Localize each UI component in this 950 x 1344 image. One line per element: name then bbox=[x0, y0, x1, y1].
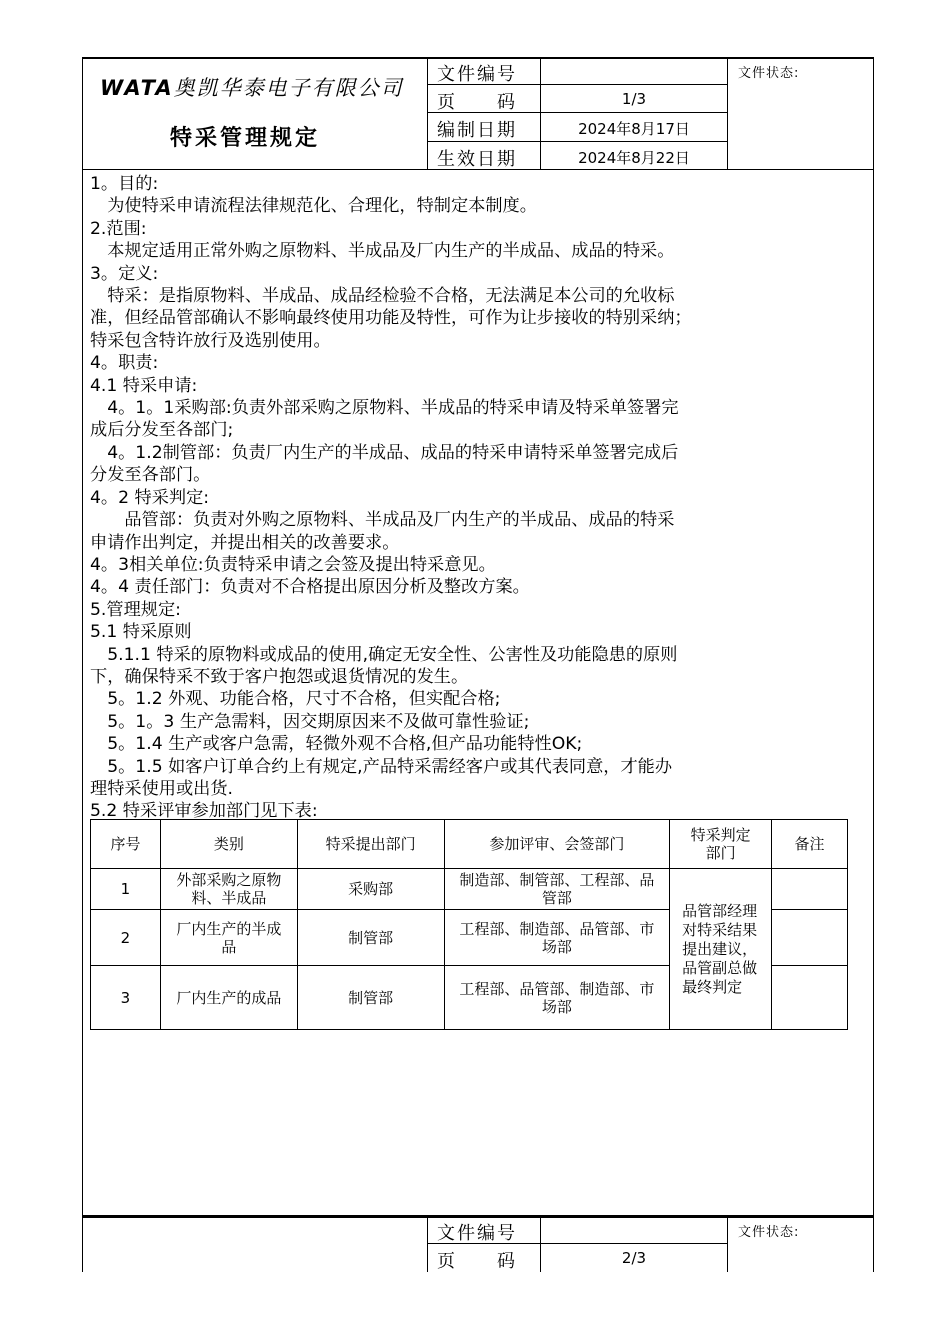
row-remark bbox=[772, 869, 848, 910]
header-divider bbox=[427, 57, 428, 170]
body-line: 分发至各部门。 bbox=[90, 465, 211, 486]
body-line: 5.2 特采评审参加部门见下表: bbox=[90, 801, 318, 822]
table-header-row bbox=[91, 820, 848, 869]
table-header: 备注 bbox=[772, 820, 848, 869]
body-line: 品管部：负责对外购之原物料、半成品及厂内生产的半成品、成品的特采 bbox=[90, 510, 675, 531]
body-line: 4。1.2制管部：负责厂内生产的半成品、成品的特采申请特采单签署完成后 bbox=[90, 442, 679, 463]
page-label: 页 码 bbox=[437, 92, 517, 113]
effective-date-value: 2024年8月22日 bbox=[578, 149, 690, 167]
row-reviewers: 制造部、制管部、工程部、品管部 bbox=[444, 869, 670, 910]
row-category: 外部采购之原物料、半成品 bbox=[160, 869, 297, 910]
row-category: 厂内生产的成品 bbox=[160, 966, 297, 1030]
row-no: 2 bbox=[91, 910, 161, 966]
row-category: 厂内生产的半成品 bbox=[160, 910, 297, 966]
company-cn: 奥凯华泰电子有限公司 bbox=[173, 76, 404, 100]
footer-page-label: 页 码 bbox=[437, 1251, 517, 1272]
review-table bbox=[90, 819, 848, 1030]
footer-page-value: 2/3 bbox=[621, 1249, 647, 1267]
body-line: 4。职责: bbox=[90, 353, 159, 374]
body-line: 1。目的: bbox=[90, 174, 159, 194]
body-line: 5。1。3 生产急需料，因交期原因来不及做可靠性验证; bbox=[90, 711, 530, 732]
header-divider bbox=[540, 57, 541, 170]
body-line: 准，但经品管部确认不影响最终使用功能及特性，可作为让步接收的特别采纳； bbox=[90, 308, 692, 329]
company-prefix: WATA bbox=[100, 76, 174, 100]
header-divider bbox=[727, 57, 728, 170]
footer-top-border bbox=[82, 1215, 874, 1218]
table-row bbox=[91, 869, 848, 910]
footer-file-no-label: 文件编号 bbox=[437, 1223, 517, 1244]
footer-divider bbox=[540, 1217, 541, 1272]
table-header: 特采判定部门 bbox=[670, 820, 772, 869]
compile-date-label: 编制日期 bbox=[437, 120, 517, 141]
row-reviewers: 工程部、制造部、品管部、市场部 bbox=[444, 910, 670, 966]
footer-divider bbox=[427, 1217, 428, 1272]
body-line: 5。1.2 外观、功能合格，尺寸不合格，但实配合格; bbox=[90, 689, 501, 710]
table-header: 类别 bbox=[160, 820, 297, 869]
body-line: 理特采使用或出货. bbox=[90, 778, 233, 799]
body-text bbox=[90, 173, 865, 823]
body-line: 5.管理规定: bbox=[90, 599, 181, 620]
table-header: 序号 bbox=[91, 820, 161, 869]
body-line: 下，确保特采不致于客户抱怨或退货情况的发生。 bbox=[90, 666, 469, 687]
body-line: 特采：是指原物料、半成品、成品经检验不合格，无法满足本公司的允收标 bbox=[90, 286, 675, 307]
body-line: 3。定义: bbox=[90, 263, 159, 284]
body-line: 2.范围: bbox=[90, 218, 147, 239]
body-line: 本规定适用正常外购之原物料、半成品及厂内生产的半成品、成品的特采。 bbox=[90, 241, 675, 262]
row-proposer: 制管部 bbox=[297, 966, 444, 1030]
row-proposer: 采购部 bbox=[297, 869, 444, 910]
table-header: 参加评审、会签部门 bbox=[444, 820, 670, 869]
document-title: 特采管理规定 bbox=[170, 126, 321, 151]
body-line: 4。4 责任部门：负责对不合格提出原因分析及整改方案。 bbox=[90, 577, 530, 598]
body-line: 特采包含特许放行及选别使用。 bbox=[90, 330, 331, 351]
body-line: 成后分发至各部门; bbox=[90, 420, 234, 441]
body-line: 5。1.4 生产或客户急需，轻微外观不合格,但产品功能特性OK; bbox=[90, 734, 583, 755]
body-line: 4。1。1采购部:负责外部采购之原物料、半成品的特采申请及特采单签署完 bbox=[90, 398, 679, 419]
body-line: 5.1.1 特采的原物料或成品的使用,确定无安全性、公害性及功能隐患的原则 bbox=[90, 644, 678, 665]
body-line: 5。1.5 如客户订单合约上有规定,产品特采需经客户或其代表同意，才能办 bbox=[90, 756, 673, 777]
footer-divider bbox=[727, 1217, 728, 1272]
body-line: 申请作出判定，并提出相关的改善要求。 bbox=[90, 532, 400, 553]
row-remark bbox=[772, 910, 848, 966]
row-proposer: 制管部 bbox=[297, 910, 444, 966]
compile-date-value: 2024年8月17日 bbox=[578, 120, 690, 138]
company-name bbox=[100, 72, 404, 102]
judgment-cell: 品管部经理对特采结果提出建议，品管副总做最终判定 bbox=[670, 869, 772, 1030]
status-label: 文件状态: bbox=[738, 66, 800, 81]
body-line: 4.1 特采申请: bbox=[90, 375, 198, 396]
body-line: 为使特采申请流程法律规范化、合理化，特制定本制度。 bbox=[90, 196, 537, 217]
row-no: 1 bbox=[91, 869, 161, 910]
table-header: 特采提出部门 bbox=[297, 820, 444, 869]
effective-date-label: 生效日期 bbox=[437, 149, 517, 170]
body-line: 5.1 特采原则 bbox=[90, 622, 192, 643]
row-reviewers: 工程部、品管部、制造部、市场部 bbox=[444, 966, 670, 1030]
body-line: 4。2 特采判定: bbox=[90, 487, 210, 508]
row-no: 3 bbox=[91, 966, 161, 1030]
body-line: 4。3相关单位:负责特采申请之会签及提出特采意见。 bbox=[90, 554, 496, 575]
file-no-label: 文件编号 bbox=[437, 64, 517, 85]
page-value: 1/3 bbox=[621, 90, 647, 108]
row-remark bbox=[772, 966, 848, 1030]
footer-status-label: 文件状态: bbox=[738, 1225, 800, 1240]
